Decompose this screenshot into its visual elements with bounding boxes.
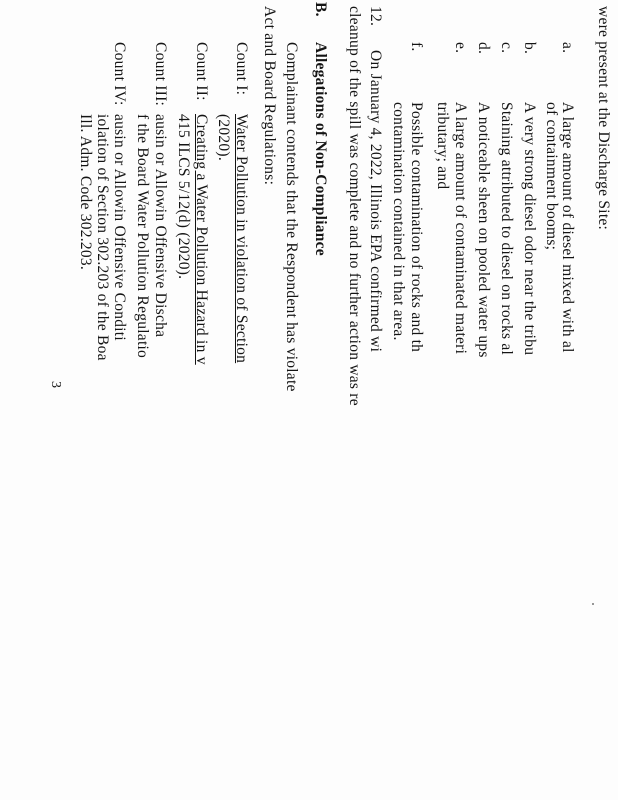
- paragraph-12-number: 12.: [367, 6, 384, 27]
- observation-marker-b: b.: [521, 42, 538, 55]
- count-4-line-2: iolation of Section 302.203 of the Boa: [94, 114, 111, 361]
- observation-marker-f: f.: [408, 42, 425, 52]
- observation-e-line-2: tributary; and: [434, 102, 451, 190]
- observation-f-line-1: Possible contamination of rocks and th: [408, 102, 425, 353]
- observation-c-line-1: Staining attributed to diesel on rocks al: [498, 102, 515, 356]
- count-3-line-2: f the Board Water Pollution Regulatio: [134, 114, 151, 359]
- scan-speck: [592, 603, 594, 605]
- intro-line: were present at the Discharge Site:: [595, 6, 612, 231]
- paragraph-12-line-1: On January 4, 2022, Illinois EPA confirmed wi: [367, 50, 384, 353]
- count-1-line-1: Water Pollution in violation of Section: [233, 114, 250, 364]
- count-1-label: Count I:: [233, 42, 250, 96]
- section-b-letter: B.: [312, 2, 329, 17]
- count-4-label: Count IV:: [111, 42, 128, 106]
- count-1-line-2: (2020).: [215, 114, 232, 161]
- observation-a-line-1: A large amount of diesel mixed with al: [559, 102, 576, 353]
- paragraph-12-line-2: cleanup of the spill was complete and no further action was re: [346, 6, 363, 406]
- observation-a-line-2: of containment booms;: [543, 102, 560, 251]
- observation-marker-a: a.: [559, 42, 576, 54]
- count-2-line-2: 415 ILCS 5/12(d) (2020).: [175, 114, 192, 280]
- observation-marker-d: d.: [475, 42, 492, 55]
- observation-marker-e: e.: [452, 42, 469, 54]
- count-2-line-1: Creating a Water Pollution Hazard in v: [193, 114, 210, 365]
- observation-f-line-2: contamination contained in that area.: [390, 102, 407, 341]
- section-b-title: Allegations of Non-Compliance: [312, 42, 329, 256]
- allegation-intro-line-1: Complainant contends that the Respondent has violate: [283, 42, 300, 392]
- count-4-line-1: ausin or Allowin Offensive Conditi: [111, 114, 128, 341]
- page-number: 3: [48, 381, 63, 388]
- count-2-label: Count II:: [193, 42, 210, 101]
- observation-b-line-1: A very strong diesel odor near the tribu: [521, 102, 538, 356]
- observation-marker-c: c.: [498, 42, 515, 54]
- count-3-label: Count III:: [152, 42, 169, 107]
- observation-d-line-1: A noticeable sheen on pooled water ups: [475, 102, 492, 358]
- count-3-line-1: ausin or Allowin Offensive Discha: [152, 114, 169, 338]
- observation-e-line-1: A large amount of contaminated materi: [452, 102, 469, 355]
- allegation-intro-line-2: Act and Board Regulations:: [261, 6, 278, 186]
- count-4-line-3: Ill. Adm. Code 302.203.: [77, 114, 94, 271]
